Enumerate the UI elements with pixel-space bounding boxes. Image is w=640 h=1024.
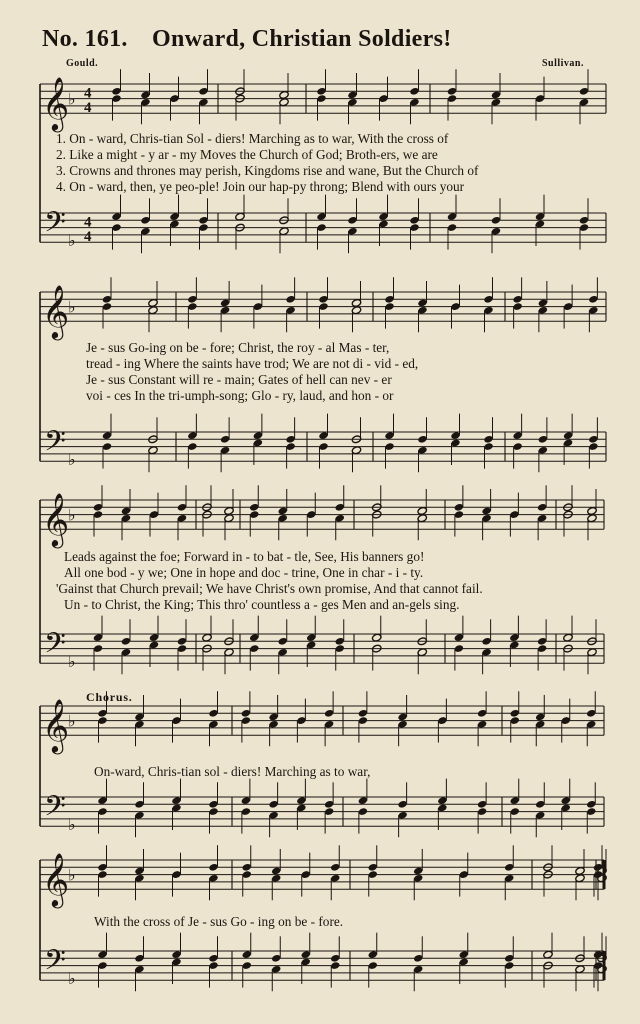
key-flat: ♭ [68,297,76,317]
key-flat: ♭ [68,815,76,835]
verse-4-line-3: Un - to Christ, the King; This thro' countless a - ges Men and an-gels sing. [64,597,460,612]
verse-4-line-1: 4. On - ward, then, ye peo-ple! Join our hap-py throng; Blend with ours your [56,179,465,194]
key-flat: ♭ [68,231,76,251]
verse-3-line-2: Je - sus Constant will re - main; Gates of hell can nev - er [86,372,392,387]
composer-credit: Sullivan. [541,58,584,69]
key-flat: ♭ [68,652,76,672]
hymn-title: No. 161. Onward, Christian Soldiers! [42,26,452,52]
key-flat: ♭ [68,969,76,989]
treble-clef: 𝄞 [42,852,70,907]
treble-clef: 𝄞 [42,698,70,753]
time-signature: 4 [84,214,92,231]
time-signature: 4 [84,100,92,117]
verse-3-line-1: 3. Crowns and thrones may perish, Kingdoms rise and wane, But the Church of [56,163,479,178]
time-signature: 4 [84,229,92,246]
chorus-label: Chorus. [86,690,133,704]
lyricist-credit: Gould. [66,58,99,69]
bass-clef: 𝄢 [44,789,66,830]
verse-2-line-2: tread - ing Where the saints have trod; We are not di - vid - ed, [86,356,419,371]
bass-clef: 𝄢 [44,943,66,984]
treble-clef: 𝄞 [42,76,70,131]
key-flat: ♭ [68,450,76,470]
chorus-line-2: With the cross of Je - sus Go - ing on be - fore. [94,914,344,929]
key-flat: ♭ [68,89,76,109]
verse-2-line-1: 2. Like a might - y ar - my Moves the Church of God; Broth-ers, we are [56,147,438,162]
verse-1-line-1: 1. On - ward, Chris-tian Sol - diers! Marching as to war, With the cross of [56,131,449,146]
bass-clef: 𝄢 [44,424,66,465]
verse-3-line-3: 'Gainst that Church prevail; We have Christ's own promise, And that cannot fail. [56,581,483,596]
bass-clef: 𝄢 [44,205,66,246]
bass-clef: 𝄢 [44,626,66,667]
treble-clef: 𝄞 [42,284,70,339]
treble-clef: 𝄞 [42,492,70,547]
key-flat: ♭ [68,505,76,525]
verse-4-line-2: voi - ces In the tri-umph-song; Glo - ry, laud, and hon - or [86,388,394,403]
key-flat: ♭ [68,711,76,731]
verse-1-line-2: Je - sus Go-ing on be - fore; Christ, the roy - al Mas - ter, [86,340,390,355]
key-flat: ♭ [68,865,76,885]
time-signature: 4 [84,85,92,102]
chorus-line-1: On-ward, Chris-tian sol - diers! Marching as to war, [94,764,371,779]
verse-1-line-3: Leads against the foe; Forward in - to bat - tle, See, His banners go! [64,549,425,564]
verse-2-line-3: All one bod - y we; One in hope and doc - trine, One in char - i - ty. [64,565,424,580]
